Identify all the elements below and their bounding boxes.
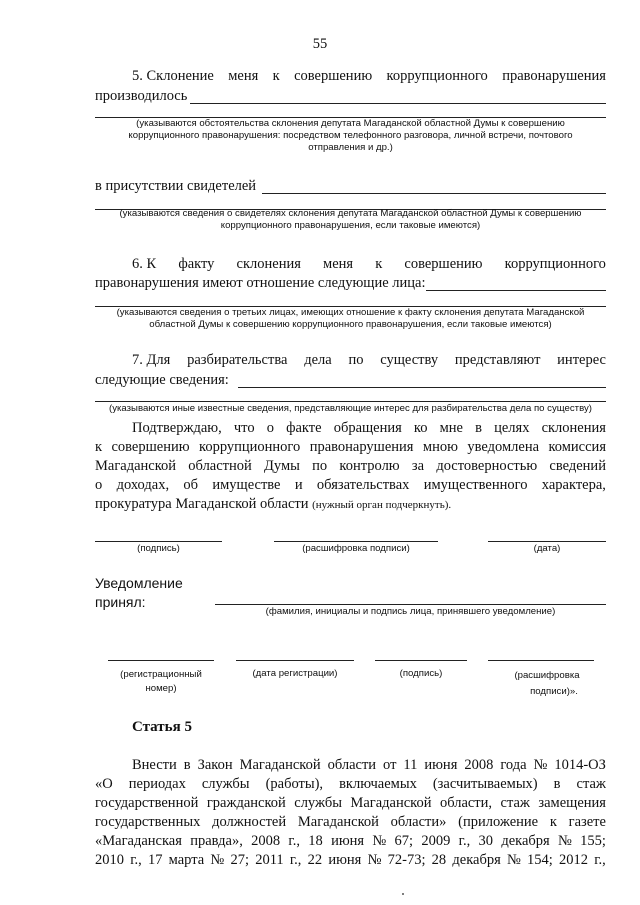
receipt-sign-caption: (подпись) (399, 668, 443, 679)
item7-line2: следующие сведения: (95, 372, 229, 388)
sign-line (95, 541, 222, 542)
receipt-label-1: Уведомление (95, 575, 183, 591)
receipt-sign-line (375, 660, 467, 661)
item6-fill-line (426, 290, 606, 291)
item7-line1: 7. Для разбирательства дела по существу представляют интерес (132, 352, 606, 368)
receipt-label-2: принял: (95, 594, 146, 610)
receipt-fill-line (215, 604, 606, 605)
date-line (488, 541, 606, 542)
witness-fill-line (262, 193, 606, 194)
confirm-line5-note: (нужный орган подчеркнуть). (312, 499, 452, 511)
item5-fill-line (190, 103, 606, 104)
decode-line (274, 541, 438, 542)
article-line-4: государственных должностей Магаданской области» (приложение к газете (95, 814, 606, 830)
page-number: 55 (312, 36, 328, 52)
article-line-1: Внести в Закон Магаданской области от 11 июня 2008 года № 1014-ОЗ (132, 757, 606, 773)
date-caption: (дата) (533, 543, 561, 554)
article-line-5: «Магаданская правда», 2008 г., 18 июня № 67; 2009 г., 30 декабря № 155; (95, 833, 606, 849)
witness-label: в присутствии свидетелей (95, 178, 257, 194)
reg-date-caption: (дата регистрации) (252, 668, 338, 679)
item7-fill-line (238, 387, 606, 388)
item5-line1: 5. Склонение меня к совершению коррупционного правонарушения (132, 68, 606, 84)
witness-note: (указываются сведения о свидетелях склонения депутата Магаданской областной Думы к совершению коррупционного правонарушения, если таковые имеются) (119, 208, 582, 231)
item7-note: (указываются иные известные сведения, представляющие интерес для разбирательства дела по существу) (109, 403, 592, 414)
item5-line2: производилось (95, 88, 188, 104)
item6-line2: правонарушения имеют отношение следующие лица: (95, 275, 426, 291)
article-line-2: «О периодах службы (работы), включаемых (засчитываемых) в стаж (95, 776, 606, 792)
receipt-decode-caption: (расшифровка подписи)». (514, 670, 580, 697)
decode-caption: (расшифровка подписи) (302, 543, 410, 554)
receipt-decode-line (488, 660, 594, 661)
reg-number-caption: (регистрационный номер) (120, 669, 202, 694)
sign-caption: (подпись) (137, 543, 180, 554)
item5-note: (указываются обстоятельства склонения депутата Магаданской областной Думы к совершению коррупционного правонарушения: посредством телефонного разговора, личной встречи, почтового отправления и др.) (128, 118, 573, 153)
confirm-line5: прокуратура Магаданской области (нужный орган подчеркнуть). (95, 496, 452, 512)
scan-speck (402, 893, 404, 895)
confirm-line4: о доходах, об имуществе и обязательствах имущественного характера, (95, 477, 606, 493)
confirm-line1: Подтверждаю, что о факте обращения ко мне в целях склонения (132, 420, 606, 436)
reg-date-line (236, 660, 354, 661)
article-heading: Статья 5 (132, 719, 192, 735)
article-line-3: государственной гражданской службы Магаданской области, стаж замещения (95, 795, 606, 811)
reg-number-line (108, 660, 214, 661)
item7-fill-line-2 (95, 401, 606, 402)
item6-note: (указываются сведения о третьих лицах, имеющих отношение к факту склонения депутата Магаданской областной Думы к совершению коррупционного правонарушения, если таковые имеются) (116, 307, 585, 330)
confirm-line2: к совершению коррупционного правонарушения мною уведомлена комиссия (95, 439, 606, 455)
article-line-6: 2010 г., 17 марта № 27; 2011 г., 22 июня № 72-73; 28 декабря № 154; 2012 г., (95, 852, 606, 868)
receipt-note: (фамилия, инициалы и подпись лица, принявшего уведомление) (265, 606, 556, 617)
confirm-line3: Магаданской областной Думы по контролю за достоверностью сведений (95, 458, 606, 474)
item6-line1: 6. К факту склонения меня к совершению коррупционного (132, 256, 606, 272)
